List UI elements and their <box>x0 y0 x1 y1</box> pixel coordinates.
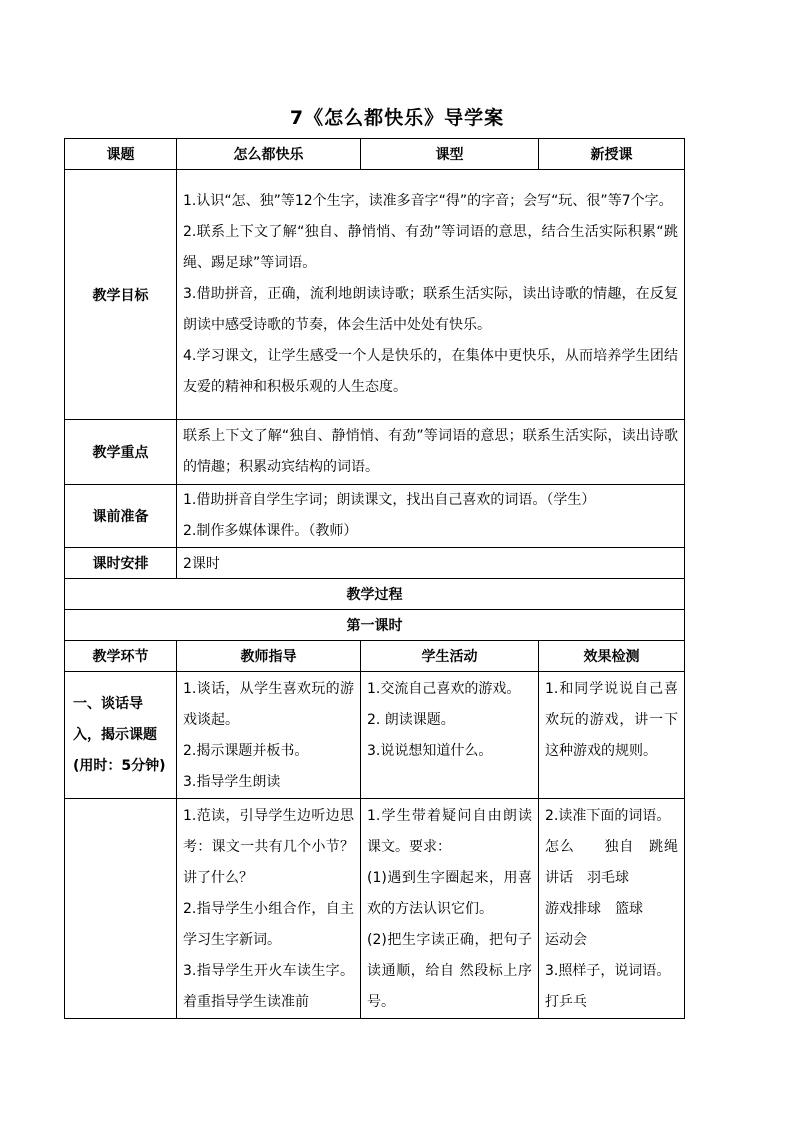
teacher-item: 3.指导学生开火车读生字。着重指导学生读准前 <box>183 963 354 1010</box>
preparation-content <box>177 485 685 548</box>
teacher-item: 2.揭示课题并板书。 <box>183 743 309 759</box>
process-title: 教学过程 <box>65 579 685 610</box>
objectives-content <box>177 170 685 420</box>
teacher-item: 3.指导学生朗读 <box>183 774 281 790</box>
key-points-label: 教学重点 <box>65 420 177 485</box>
document-title: 7《怎么都快乐》导学案 <box>289 107 505 129</box>
stage-name <box>65 799 177 1019</box>
student-activity <box>361 672 539 799</box>
effect-check <box>539 799 692 1019</box>
teacher-item: 2.指导学生小组合作，自主学习生字新词。 <box>183 901 354 948</box>
preparation-item: 2.制作多媒体课件。（教师） <box>183 523 358 539</box>
preparation-label: 课前准备 <box>65 485 177 548</box>
objectives-label: 教学目标 <box>65 170 177 420</box>
student-item: 1.交流自己喜欢的游戏。 <box>367 681 521 697</box>
check-item: 怎么 独自 跳绳 讲话 羽毛球 <box>545 839 692 886</box>
column-header: 学生活动 <box>361 641 539 672</box>
type-value: 新授课 <box>539 139 685 170</box>
check-item: 打乒乓 <box>545 994 587 1010</box>
objectives-row <box>65 170 685 420</box>
effect-check <box>539 672 685 799</box>
header-row <box>65 139 685 170</box>
lesson-value: 怎么都快乐 <box>177 139 361 170</box>
check-item: 运动会 <box>545 932 587 948</box>
process-title-row <box>65 579 685 610</box>
type-label: 课型 <box>361 139 539 170</box>
key-points-text: 联系上下文了解“独自、静悄悄、有劲”等词语的意思；联系生活实际，读出诗歌的情趣；积累动宾结构的词语。 <box>177 420 685 485</box>
columns-row <box>65 641 685 672</box>
check-item: 游戏排球 篮球 <box>545 901 643 917</box>
student-item: (2)把生字读正确，把句子读通顺，给自 然段标上序号。 <box>367 932 532 1010</box>
teacher-guidance <box>177 799 361 1019</box>
objective-item: 1.认识“怎、独”等12个生字，读准多音字“得”的字音；会写“玩、很”等7个字。 <box>183 193 673 209</box>
objective-item: 3.借助拼音，正确，流利地朗读诗歌；联系生活实际，读出诗歌的情趣，在反复朗读中感受诗歌的节奏，体会生活中处处有快乐。 <box>183 286 678 333</box>
schedule-value: 2课时 <box>177 548 685 579</box>
schedule-label: 课时安排 <box>65 548 177 579</box>
teacher-item: 1.谈话，从学生喜欢玩的游戏谈起。 <box>183 681 354 728</box>
first-lesson-row <box>65 610 685 641</box>
key-points-row <box>65 420 685 485</box>
check-item: 1.和同学说说自己喜欢玩的游戏，讲一下这种游戏的规则。 <box>545 681 678 759</box>
stage-row <box>65 799 685 1019</box>
column-header: 效果检测 <box>539 641 685 672</box>
check-item: 3.照样子，说词语。 <box>545 963 671 979</box>
check-item: 2.读准下面的词语。 <box>545 808 671 824</box>
student-activity <box>361 799 539 1019</box>
teacher-guidance <box>177 672 361 799</box>
teacher-item: 1.范读，引导学生边听边思考：课文一共有几个小节？讲了什么？ <box>183 808 354 886</box>
schedule-row <box>65 548 685 579</box>
student-item: (1)遇到生字圈起来，用喜欢的方法认识它们。 <box>367 870 532 917</box>
first-lesson-title: 第一课时 <box>65 610 685 641</box>
objective-item: 4.学习课文，让学生感受一个人是快乐的，在集体中更快乐，从而培养学生团结友爱的精神和积极乐观的人生态度。 <box>183 348 678 395</box>
preparation-item: 1.借助拼音自学生字词；朗读课文，找出自己喜欢的词语。（学生） <box>183 492 596 508</box>
lesson-plan-table <box>64 138 692 1019</box>
student-item: 1.学生带着疑问自由朗读课文。要求： <box>367 808 532 855</box>
stage-name: 一、谈话导入，揭示课题(用时：5分钟) <box>65 672 177 799</box>
column-header: 教师指导 <box>177 641 361 672</box>
student-item: 3.说说想知道什么。 <box>367 743 493 759</box>
lesson-label: 课题 <box>65 139 177 170</box>
student-item: 2. 朗读课题。 <box>367 712 455 728</box>
preparation-row <box>65 485 685 548</box>
objective-item: 2.联系上下文了解“独自、静悄悄、有劲”等词语的意思，结合生活实际积累“跳绳、踢足球”等词语。 <box>183 224 678 271</box>
stage-row <box>65 672 685 799</box>
column-header: 教学环节 <box>65 641 177 672</box>
